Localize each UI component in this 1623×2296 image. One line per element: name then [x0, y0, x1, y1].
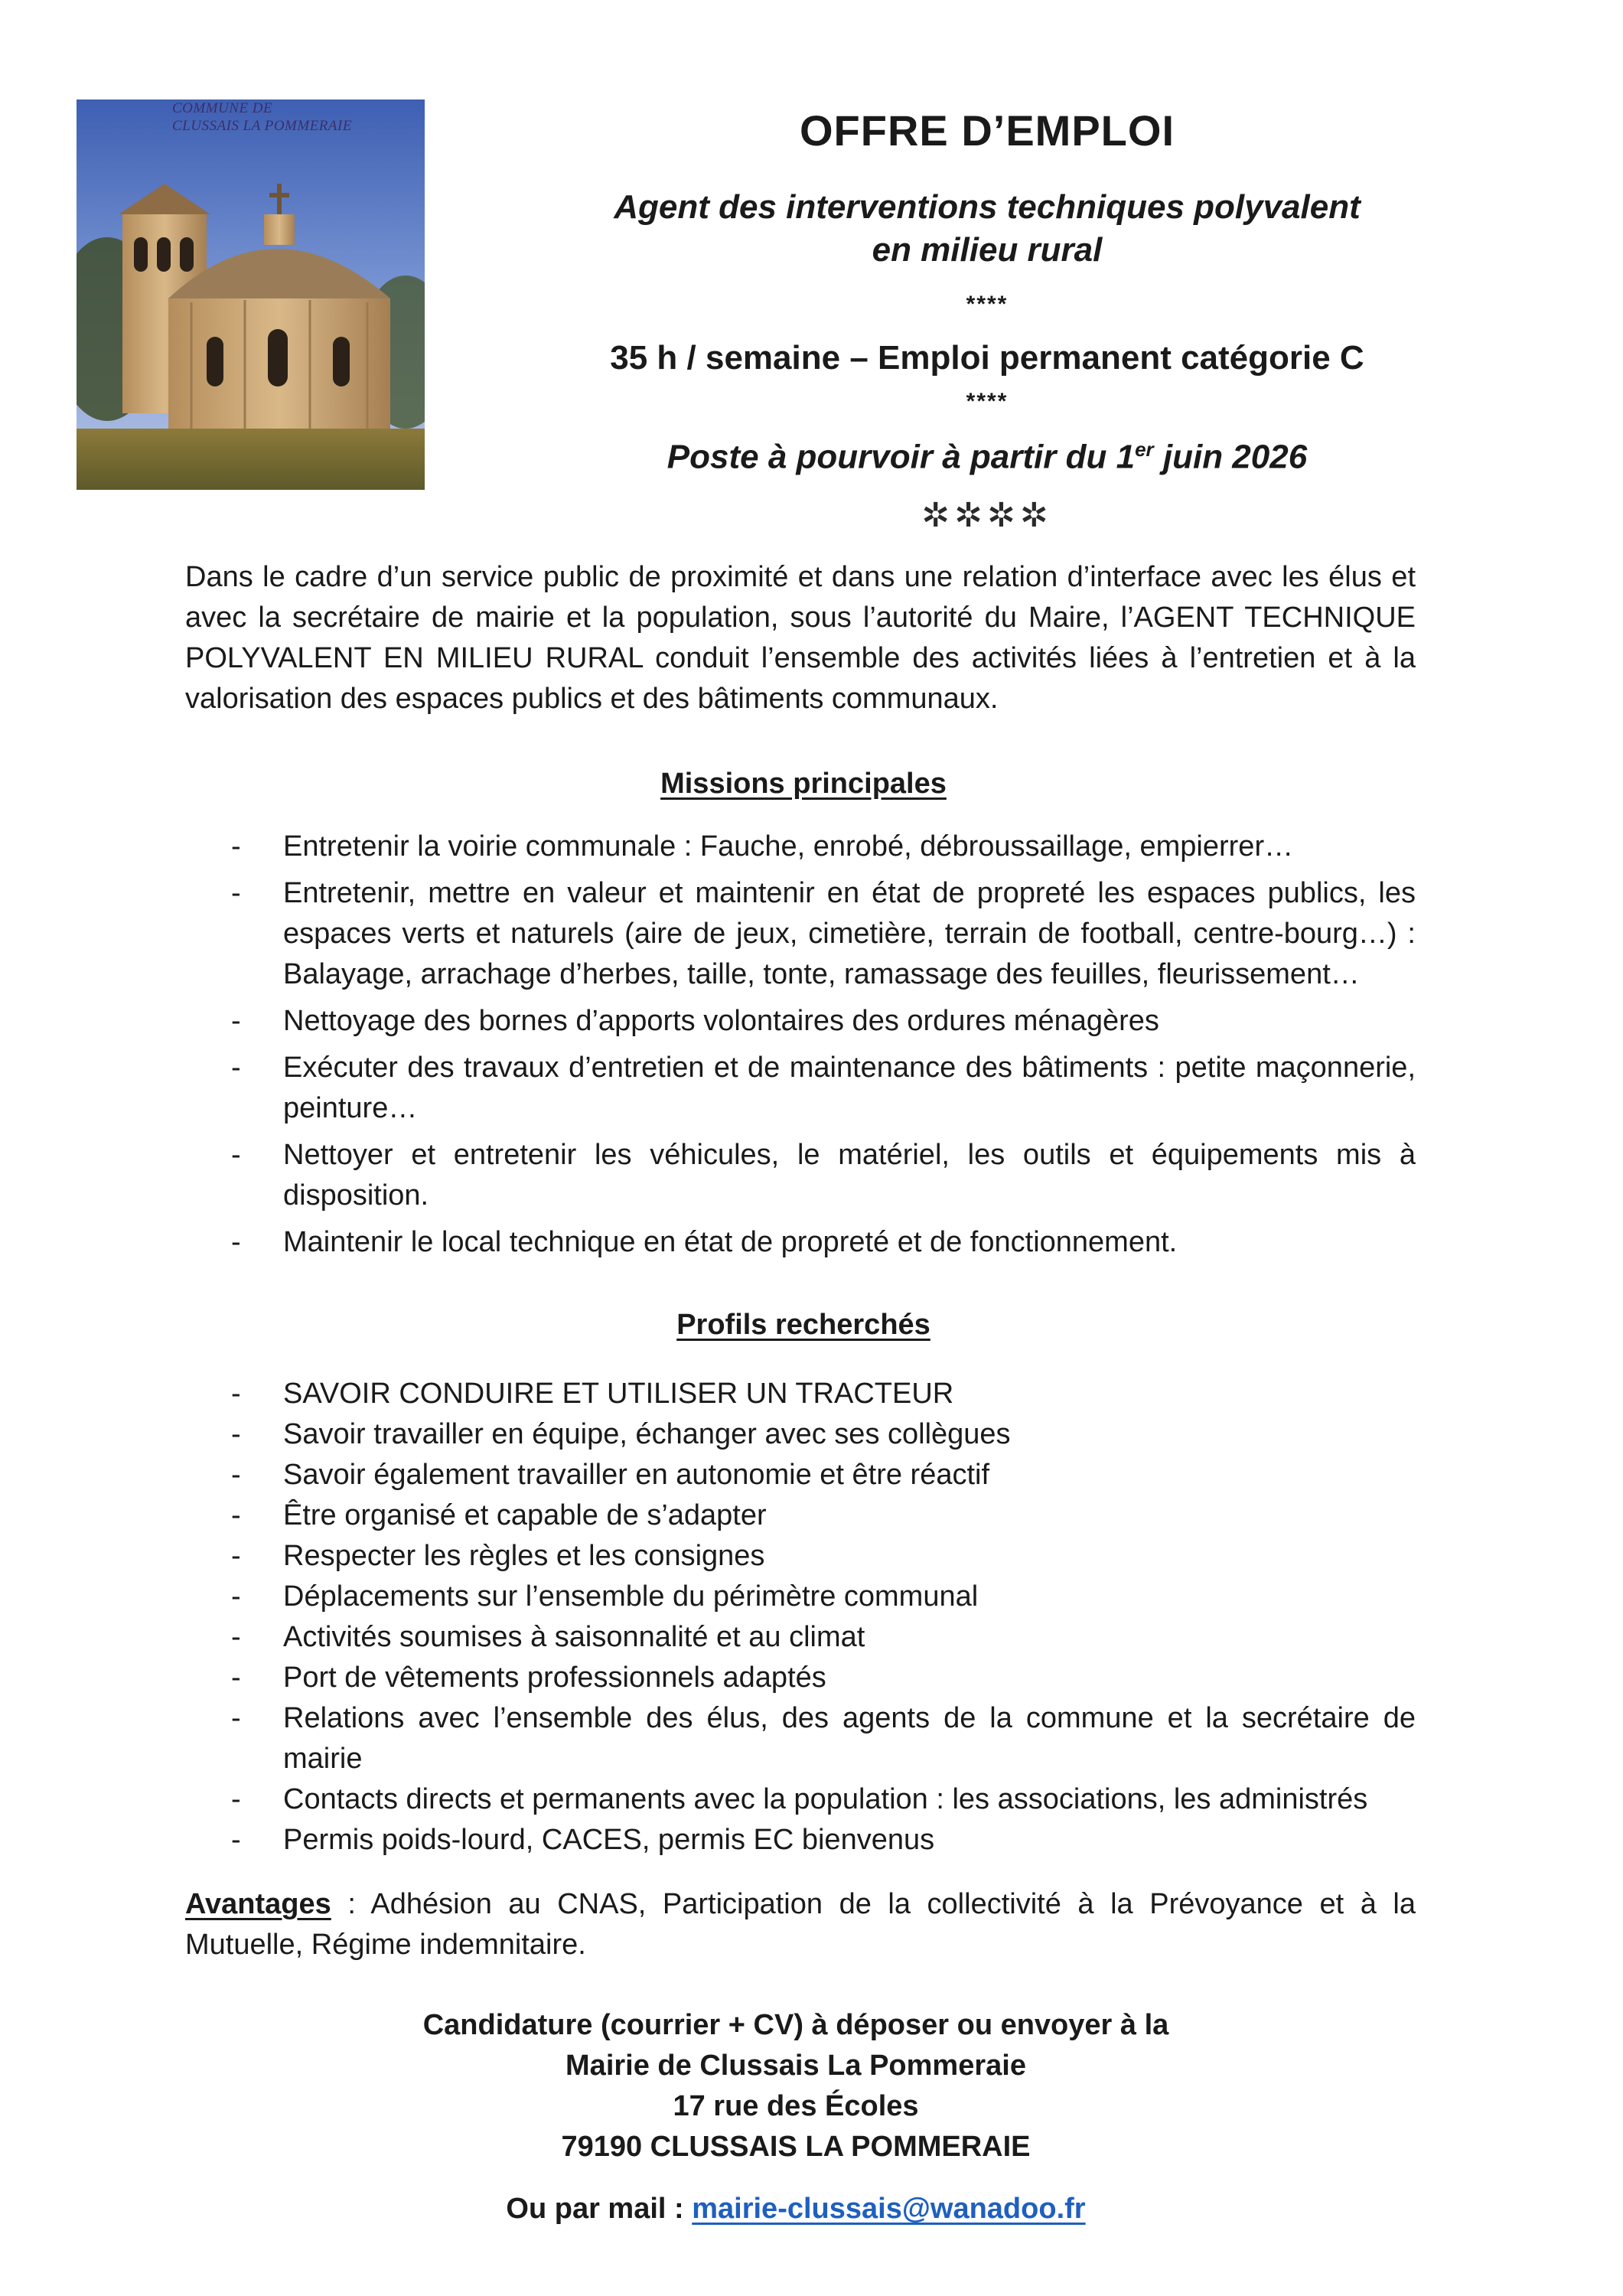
list-dash: - — [231, 1621, 241, 1653]
hours-contract: 35 h / semaine – Emploi permanent catégorie C — [610, 339, 1364, 377]
list-dash: - — [231, 1662, 241, 1694]
separator-stars-large: ✲✲✲✲ — [921, 496, 1053, 535]
commune-logo — [77, 99, 425, 490]
list-item-text: Nettoyer et entretenir les véhicules, le matériel, les outils et équipements mis à disposition. — [283, 1139, 1416, 1212]
list-dash: - — [231, 1702, 241, 1734]
contact-line2: Mairie de Clussais La Pommeraie — [565, 2050, 1026, 2082]
logo-caption — [172, 99, 417, 135]
list-item — [185, 1222, 1416, 1263]
list-dash: - — [231, 1540, 241, 1572]
job-title-line2: en milieu rural — [872, 231, 1103, 269]
start-date-sup: er — [1135, 438, 1154, 461]
list-item-text: Savoir également travailler en autonomie et être réactif — [283, 1459, 990, 1491]
application-contact — [337, 2005, 1255, 2167]
contact-line1: Candidature (courrier + CV) à déposer ou envoyer à la — [422, 2009, 1169, 2041]
list-dash: - — [231, 1226, 241, 1258]
list-item — [185, 1577, 1416, 1617]
list-item-text: Être organisé et capable de s’adapter — [283, 1499, 767, 1531]
mail-line — [337, 2189, 1255, 2229]
list-item — [185, 827, 1416, 867]
list-dash: - — [231, 1783, 241, 1815]
page-title: OFFRE D’EMPLOI — [800, 106, 1175, 155]
list-item — [185, 1495, 1416, 1536]
list-item-text: Entretenir, mettre en valeur et maintenir en état de propreté les espaces publics, les espaces verts et naturels (aire de jeux, cimetière, terrain de football, centre-bourg…) : Balayage, arrachage d’herbes, taille, tonte, ramassage des feuilles, fleurissement… — [283, 877, 1416, 990]
list-item-text: Exécuter des travaux d’entretien et de maintenance des bâtiments : petite maçonnerie, peinture… — [283, 1052, 1416, 1124]
start-date-suffix: juin 2026 — [1153, 438, 1308, 476]
separator-stars: **** — [966, 292, 1009, 317]
list-dash: - — [231, 830, 241, 863]
logo-caption-line1: COMMUNE DE — [172, 100, 273, 116]
list-item-text: Respecter les règles et les consignes — [283, 1540, 765, 1572]
email-link[interactable]: mairie-clussais@wanadoo.fr — [692, 2193, 1086, 2225]
list-dash: - — [231, 1139, 241, 1171]
list-item-text: SAVOIR CONDUIRE ET UTILISER UN TRACTEUR — [283, 1378, 954, 1410]
list-dash: - — [231, 1580, 241, 1613]
list-item — [185, 1455, 1416, 1495]
list-item-text: Maintenir le local technique en état de propreté et de fonctionnement. — [283, 1226, 1178, 1258]
list-item — [185, 1001, 1416, 1042]
list-item-text: Savoir travailler en équipe, échanger avec ses collègues — [283, 1418, 1011, 1450]
avantages-paragraph — [185, 1884, 1416, 1965]
list-dash: - — [231, 1378, 241, 1410]
list-item — [185, 1658, 1416, 1698]
list-dash: - — [231, 1824, 241, 1856]
list-item — [185, 1048, 1416, 1129]
intro-paragraph: Dans le cadre d’un service public de proximité et dans une relation d’interface avec les élus et avec la secrétaire de mairie et la population, sous l’autorité du Maire, l’AGENT TECHNIQUE POLYVALENT EN MILIEU RURAL conduit l’ensemble des activités liées à l’entretien et à la valorisation des espaces publics et des bâtiments communaux. — [185, 561, 1416, 715]
list-item-text: Déplacements sur l’ensemble du périmètre communal — [283, 1580, 979, 1613]
contact-line3: 17 rue des Écoles — [673, 2090, 919, 2122]
start-date — [490, 438, 1484, 477]
list-item — [185, 1820, 1416, 1861]
missions-heading: Missions principales — [660, 768, 947, 800]
mail-prefix: Ou par mail : — [506, 2193, 693, 2225]
list-dash: - — [231, 1459, 241, 1491]
avantages-text: : Adhésion au CNAS, Participation de la collectivité à la Prévoyance et à la Mutuelle, Régime indemnitaire. — [185, 1888, 1416, 1961]
list-item-text: Relations avec l’ensemble des élus, des agents de la commune et la secrétaire de mairie — [283, 1702, 1416, 1775]
list-dash: - — [231, 1005, 241, 1037]
list-item — [185, 873, 1416, 995]
list-dash: - — [231, 1499, 241, 1531]
list-item — [185, 1374, 1416, 1414]
job-title — [490, 186, 1484, 272]
profils-list — [185, 1374, 1416, 1861]
list-item — [185, 1698, 1416, 1779]
list-item-text: Entretenir la voirie communale : Fauche, enrobé, débroussaillage, empierrer… — [283, 830, 1294, 863]
list-item — [185, 1536, 1416, 1577]
list-item-text: Contacts directs et permanents avec la population : les associations, les administrés — [283, 1783, 1368, 1815]
job-title-line1: Agent des interventions techniques polyvalent — [614, 188, 1361, 226]
list-item-text: Activités soumises à saisonnalité et au climat — [283, 1621, 865, 1653]
contact-line4: 79190 CLUSSAIS LA POMMERAIE — [561, 2131, 1031, 2163]
separator-stars: **** — [966, 389, 1009, 414]
missions-list — [185, 827, 1416, 1269]
list-item-text: Nettoyage des bornes d’apports volontaires des ordures ménagères — [283, 1005, 1159, 1037]
list-item-text: Port de vêtements professionnels adaptés — [283, 1662, 826, 1694]
profils-heading: Profils recherchés — [676, 1309, 930, 1341]
list-dash: - — [231, 1052, 241, 1084]
church-illustration — [77, 99, 425, 490]
list-item — [185, 1779, 1416, 1820]
list-item-text: Permis poids-lourd, CACES, permis EC bienvenus — [283, 1824, 935, 1856]
list-dash: - — [231, 1418, 241, 1450]
list-item — [185, 1617, 1416, 1658]
logo-caption-line2: CLUSSAIS LA POMMERAIE — [172, 118, 352, 134]
list-item — [185, 1414, 1416, 1455]
start-date-prefix: Poste à pourvoir à partir du 1 — [666, 438, 1136, 476]
list-dash: - — [231, 877, 241, 909]
list-item — [185, 1135, 1416, 1216]
avantages-label: Avantages — [185, 1888, 331, 1920]
